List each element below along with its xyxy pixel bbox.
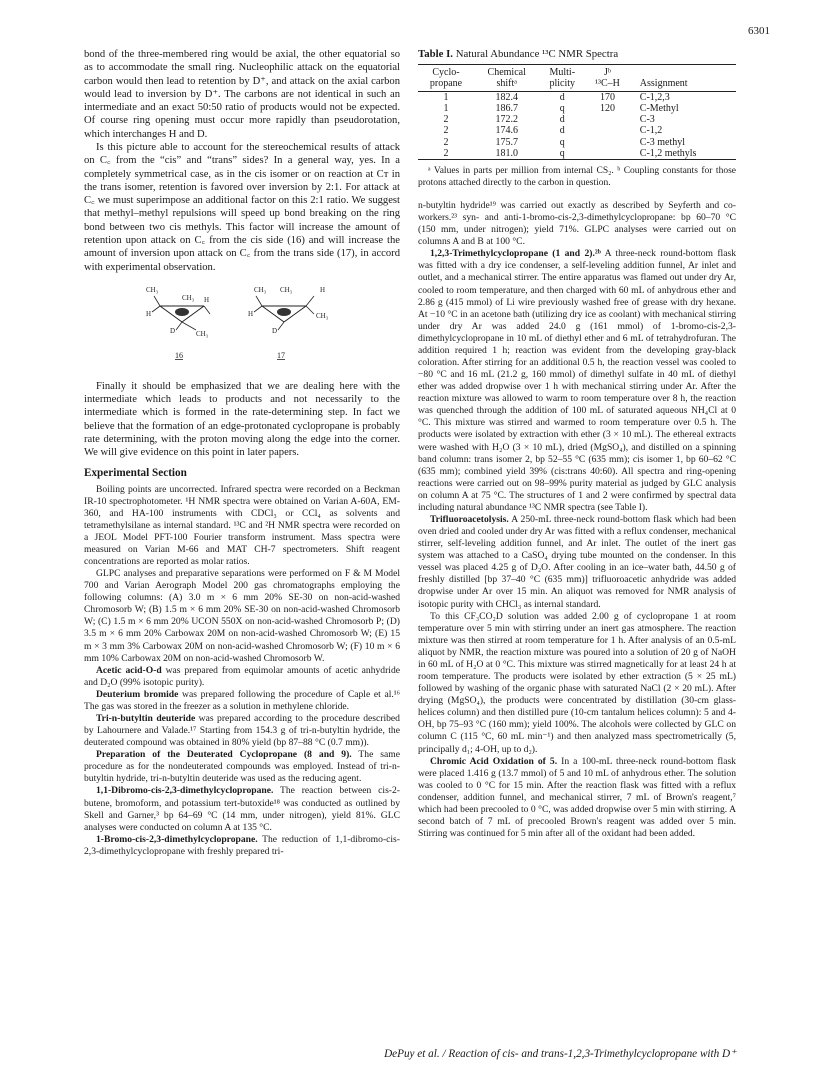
paragraph: Trifluoroacetolysis. A 250-mL three-neck round-bottom flask which had been oven dried and cooled under dry Ar was fitted with a reflux condenser, mechanical stirrer, self-leveling addition funnel, and Ar inlet. The outlet of the inert gas system was attached to a CaSO₄ drying tube mounted on the condenser. In this vessel was placed 4.25 g of D₂O. After cooling in an ice–water bath, 44.50 g of freshly distilled [bp 37–40 °C (635 mm)] trifluoroacetic anhydride was added dropwise under Ar over 15 min. An aliquot was removed for NMR analysis of isotopic purity with CHCl₃ as internal standard.: [418, 514, 736, 610]
table-header: ¹³C–H: [585, 78, 630, 92]
paragraph: Preparation of the Deuterated Cyclopropane (8 and 9). The same procedure as for the nondeuterated compounds was employed. Instead of tri-n-butyltin hydride, tri-n-butyltin deuteride was used as the reducing agent.: [84, 749, 400, 785]
running-footer: DePuy et al. / Reaction of cis- and trans-1,2,3-Trimethylcyclopropane with D⁺: [384, 1048, 736, 1060]
paragraph: Boiling points are uncorrected. Infrared spectra were recorded on a Beckman IR-10 spectrophotometer. ¹H NMR spectra were obtained on Varian A-60A, EM-360, and HA-100 instruments with CDCl₃ or CCl₄ as solvents and tetramethylsilane as internal standard. ¹³C and ²H NMR spectra were recorded on a JEOL Model PFT-100 Fourier transform instrument. Mass spectra were measured on Varian M-66 and MAT CH-7 spectrometers. Shift reagent concentrations are reported as molar ratios.: [84, 483, 400, 567]
structures-16-17: [84, 278, 400, 376]
run-in-heading: Acetic acid-O-d: [96, 664, 162, 676]
paragraph: 1-Bromo-cis-2,3-dimethylcyclopropane. The reduction of 1,1-dibromo-cis-2,3-dimethylcyclopropane with freshly prepared tri-: [84, 833, 400, 857]
run-in-heading: Tri-n-butyltin deuteride: [96, 713, 196, 724]
ch3-label: CH₃: [196, 329, 209, 338]
table-row: 1 186.7 q 120 C-Methyl: [443, 103, 679, 115]
left-column: [84, 48, 400, 858]
paragraph: 1,1-Dibromo-cis-2,3-dimethylcyclopropane. The reaction between cis-2-butene, bromoform, and potassium tert-butoxide¹⁸ was conducted as outlined by Skell and Garner,³ bp 64–69 °C (14 mm, under nitrogen), yield 81%. GLC analyses were conducted on column A at 135 °C.: [84, 785, 400, 833]
h-label: H: [146, 309, 152, 318]
nmr-table: [418, 64, 736, 161]
table-footnote: ᵃ Values in parts per million from internal CS₂. ᵇ Coupling constants for those protons attached directly to the carbon in question.: [418, 166, 736, 189]
table-header: shiftᵃ: [474, 78, 539, 92]
h-label: H: [320, 285, 326, 294]
table-header: Cyclo-: [418, 64, 474, 78]
page-number: 6301: [748, 25, 770, 37]
cyclopropane-structures-figure: [84, 278, 400, 376]
table-caption: Table I. Natural Abundance ¹³C NMR Spectra: [418, 48, 619, 60]
paragraph: n-butyltin hydride¹⁹ was carried out exactly as described by Seyferth and co-workers.²³ syn- and anti-1-bromo-cis-2,3-dimethylcyclopropane: bp 60–70 °C (150 mm, under nitrogen); yield 71%. GLPC analyses were carried out on columns A and B at 100 °C.: [418, 199, 736, 248]
structure-17-label: 17: [277, 350, 285, 360]
ch3-label: CH₃: [280, 285, 293, 294]
structure-16: [146, 286, 210, 360]
ch3-label: CH₃: [254, 285, 267, 294]
paragraph: To this CF₃CO₂D solution was added 2.00 g of cyclopropane 1 at room temperature over 5 min with stirring under an inert gas atmosphere. The reaction mixture was then stirred at room temperature for 1 h. After analysis of an 0.5-mL aliquot by NMR, the reaction mixture was poured into a solution of 20 g of NaOH in 60 mL of H₂O at 0 °C. This mixture was stirred magnetically for at least 24 h at room temperature. The products were isolated by ether extraction (5 × 25 mL) followed by washing of the organic phase with saturated NaCl (2 × 20 mL). After drying (MgSO₄), the products were concentrated by distillation (30-cm glass-helices column) and then distilled pure (10-cm tantalum helices column): 5 and 4-OH, bp 75–93 °C (160 mm); yield 100%. The alcohols were collected by GLC on column C (115 °C, 60 mL min⁻¹) and then analyzed mass spectrometrically (5, principally d₁; 4-OH, up to d₂).: [418, 610, 736, 755]
ch3-label: CH₃: [316, 311, 329, 320]
section-heading-experimental: Experimental Section: [84, 467, 187, 480]
run-in-heading: 1-Bromo-cis-2,3-dimethylcyclopropane.: [96, 833, 258, 845]
table-header: Assignment: [630, 78, 736, 92]
paragraph: Is this picture able to account for the stereochemical results of attack on C꜀ from the “cis” and “trans” sides? In a general way, yes. In a completely symmetrical case, as in the cis isomer or on reaction at Cᴛ in the trans isomer, retention is favored over inversion by 2:1. For attack at C꜀ we must superimpose an additional factor on this 2:1 ratio. We suggest that methyl–methyl repulsions will speed up bond breaking on the ring bond between two cis methyls. This factor will increase the amount of retention upon attack on C꜀ from the cis side (16) and will increase the amount of inversion upon attack on C꜀ from the trans side (17), in accord with experimental observation.: [84, 141, 400, 273]
paragraph: 1,2,3-Trimethylcyclopropane (1 and 2).²ᵇ A three-neck round-bottom flask was fitted with a dry ice condenser, a self-leveling addition funnel, Ar inlet and outlet, and a mechanical stirrer. The entire apparatus was flamed out under dry Ar, cooled to room temperature, and then charged with 60 mL of anhydrous ether and 2.86 g (415 mmol) of Li wire previously washed free of grease with dry hexane. At −10 °C in an acetone bath (utilizing dry ice as coolant) with mechanical stirring under dry Ar was added 24.0 g (161 mmol) of 1-bromo-cis-2,3-dimethylcyclopropane in 10 mL of diethyl ether and 6 mL of tetrahydrofuran. The addition required 1 h; reaction was evident from the developing gray-black coloration. After stirring for an additional 0.5 h, the reaction vessel was cooled to −80 °C and 16 mL (21.2 g, 160 mmol) of dimethyl sulfate in 40 mL of diethyl ether was added dropwise over 1 h with mechanical stirring under Ar. After the reaction mixture was allowed to warm to room temperature over 8 h, the reaction was quenched through the addition of 100 mL of saturated aqueous NH₄Cl at 0 °C. This mixture was stirred and warmed to room temperature over 0.5 h. The products were isolated by extraction with ether (3 × 10 mL). The ethereal extracts were washed with H₂O (3 × 10 mL), dried (MgSO₄), and distilled on a spinning band column: trans isomer 2, bp 52–55 °C (635 mm); cis isomer 1, bp 60–62 °C (635 mm); combined yield 39% (cis:trans 40:60). All spectra and ring-opening reactions were carried out on 98–99% purity material as judged by GLC analysis on column A at 75 °C. The structures of 1 and 2 were confirmed by spectral data including natural abundance ¹³C NMR spectra (see Table I).: [418, 248, 736, 513]
h-label: H: [204, 295, 210, 304]
ch3-label: CH₃: [146, 285, 159, 294]
run-in-heading: Trifluoroacetolysis.: [430, 514, 509, 526]
table-header: Jᵇ: [585, 64, 630, 78]
run-in-heading: 1,2,3-Trimethylcyclopropane (1 and 2).²ᵇ: [430, 248, 601, 260]
structure-16-label: 16: [175, 350, 183, 360]
paragraph: GLPC analyses and preparative separations were performed on F & M Model 700 and Varian Aerograph Model 200 gas chromatographs employing the following columns: (A) 3.0 m × 6 mm 20% SE-30 on non-acid-washed Chromosorb W; (B) 1.5 m × 6 mm 20% SE-30 on non-acid-washed Chromosorb W; (C) 1.5 m × 6 mm 20% UCON 550X on non-acid-washed Chromosorb P; (D) 3.5 m × 6 mm 20% Carbowax 20M on non-acid-washed Chromosorb W; (E) 15 m × 3 mm 3% Carbowax 20M on non-acid-washed Chromosorb W; (F) 10 m × 6 mm 10% Carbowax 20M on non-acid-washed Chromosorb W.: [84, 568, 400, 664]
h-label: H: [248, 309, 254, 318]
d-label: D: [272, 326, 278, 335]
run-in-heading: Chromic Acid Oxidation of 5.: [430, 755, 558, 767]
paragraph: Tri-n-butyltin deuteride was prepared according to the procedure described by Lahournere and Valade.¹⁷ Starting from 154.3 g of tri-n-butyltin hydride, the deuterated compound was obtained in 80% yield (bp 87–88 °C (0.7 mm)).: [84, 713, 400, 749]
paragraph: Acetic acid-O-d was prepared from equimolar amounts of acetic anhydride and D₂O (99% isotopic purity).: [84, 664, 400, 688]
right-column: [418, 48, 736, 840]
table-header: Multi-: [539, 64, 585, 78]
run-in-heading: Preparation of the Deuterated Cyclopropane (8 and 9).: [96, 749, 352, 761]
d-label: D: [170, 326, 176, 335]
table-header: propane: [418, 78, 474, 92]
table-header: plicity: [539, 78, 585, 92]
paragraph: Chromic Acid Oxidation of 5. In a 100-mL three-neck round-bottom flask were placed 1.416 g (13.7 mmol) of 5 and 10 mL of anhydrous ether. The solution was cooled to 0 °C for 15 min. After the reaction flask was fitted with a reflux condenser, addition funnel, and mechanical stirrer, 7 mL of Brown's reagent,⁷ which had been precooled to 0 °C, was added dropwise over 5 min with stirring. A second batch of 7 mL of precooled Brown's reagent was added over 5 min. Stirring was continued for 5 min after all of the oxidant had been added.: [418, 755, 736, 840]
run-in-heading: Deuterium bromide: [96, 688, 179, 700]
table-row: 1 182.4 d 170 C-1,2,3: [443, 91, 670, 103]
ch3-label: CH₃: [182, 293, 195, 302]
table-header: Chemical: [474, 64, 539, 78]
table-row: 2 174.6 d C-1,2: [443, 125, 663, 137]
paragraph: bond of the three-membered ring would be axial, the other equatorial so as to accommodate the small ring. Nucleophilic attack on the equatorial carbon would then lead to retention by D⁺, and attack on the axial carbon would lead to inversion by D⁺. The carbons are not identical in such an intermediate and an exact 50:50 ratio of products would not be expected. Of course ring opening must occur more rapidly than pseudorotation, which interchanges H and D.: [84, 49, 400, 140]
table-row: 2 181.0 q C-1,2 methyls: [418, 148, 736, 160]
table-row: 2 175.7 q C-3 methyl: [443, 136, 686, 148]
table-header: [630, 64, 736, 78]
paragraph: Deuterium bromide was prepared following the procedure of Caple et al.¹⁶ The gas was stored in the freezer as a solution in methylene chloride.: [84, 688, 400, 712]
paragraph: Finally it should be emphasized that we are dealing here with the intermediate which leads to products and not necessarily to the intermediate which is formed in the rate-determining step. In fact we believe that the formation of an edge-protonated cyclopropane is probably rate determining, with the proton moving along the edge into the corner. We will give evidence on this point in later papers.: [84, 380, 400, 459]
run-in-heading: 1,1-Dibromo-cis-2,3-dimethylcyclopropane.: [96, 785, 274, 797]
structure-17: [248, 286, 329, 360]
table-row: 2 172.2 d C-3: [443, 114, 655, 126]
